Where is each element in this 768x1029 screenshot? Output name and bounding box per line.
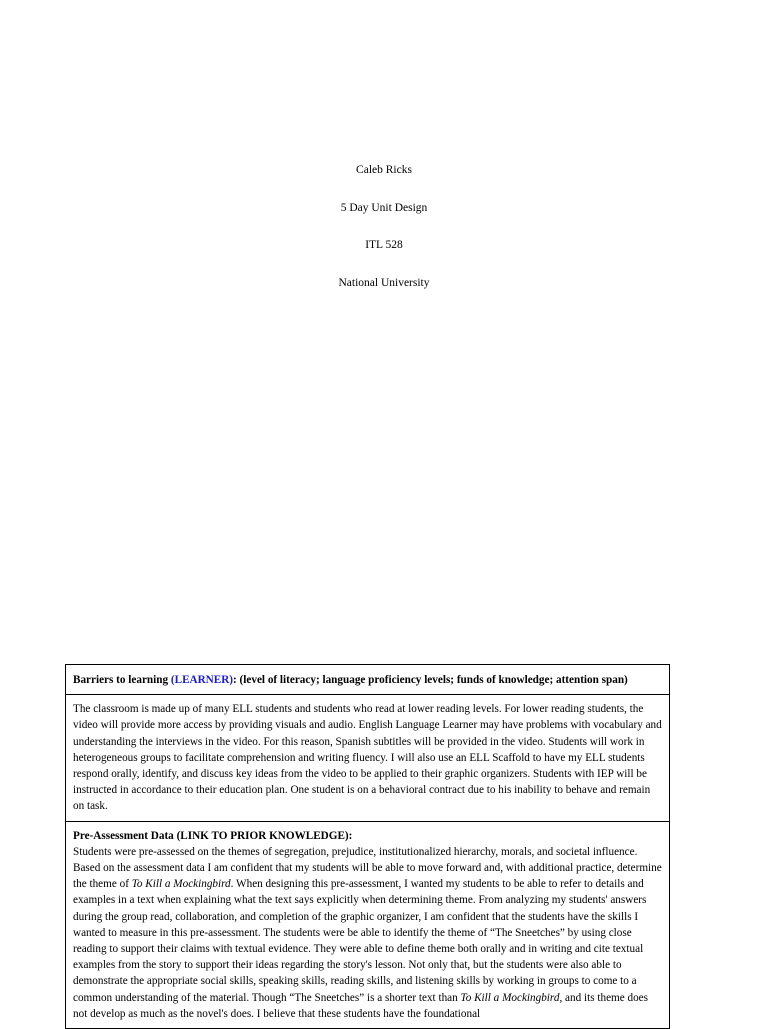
preassessment-text-part-3: and its theme does not develop as much as the novel's does. I believe that these students have the foundational: [73, 991, 649, 1020]
preassessment-text-part-1: Students were pre-assessed on the themes of segregation, prejudice, institutionalized hierarchy, morals, and societal influence. Based on the assessment data I am confident that my students will be able to move forward and, with additional practice, determine the theme of: [73, 845, 662, 891]
barriers-heading-prefix: Barriers to learning: [73, 674, 171, 686]
title-page: [0, 163, 768, 313]
book-title-reference-2: To Kill a Mockingbird,: [460, 991, 563, 1004]
preassessment-text-part-2: . When designing this pre-assessment, I wanted my students to be able to refer to details and examples in a text when explaining what the text says explicitly when determining theme. From analyzing my students' answers during the group read, collaboration, and completion of the graphic organizer, I am confident that the students have the skills I wanted to measure in this pre-assessment. The students were be able to identify the theme of “The Sneetches” by using close reading to support their claims with textual evidence. They were able to define theme both orally and in writing and cite textual examples from the story to support their ideas regarding the story's lesson. Not only that, but the students were also able to demonstrate the appropriate social skills, speaking skills, reading skills, and listening skills by working in groups to come to a common understanding of the material. Though “The Sneetches” is a shorter text than: [73, 878, 647, 1004]
barriers-body-cell: [66, 695, 669, 821]
learner-label: (LEARNER): [170, 674, 234, 686]
institution-name: National University: [338, 276, 430, 289]
course-code: ITL 528: [365, 239, 403, 251]
barriers-heading-cell: [66, 665, 669, 695]
barriers-body-text: The classroom is made up of many ELL students and students who read at lower reading levels. For lower reading students, the video will provide more access by providing visuals and audio. English Language Learner may have problems with vocabulary and understanding the interviews in the video. For this reason, Spanish subtitles will be provided in the video. Students will work in heterogeneous groups to facilitate comprehension and writing fluency. I will also use an ELL Scaffold to have my ELL students respond orally, identify, and discuss key ideas from the video to be applied to their graphic organizers. Students with IEP will be instructed in accordance to their education plan. One student is on a behavioral contract due to his inability to behave and remain on task.: [73, 703, 662, 813]
preassessment-body: [73, 844, 662, 1022]
barriers-heading-suffix: : (level of literacy; language proficiency levels; funds of knowledge; attention span): [233, 674, 628, 686]
document-title: 5 Day Unit Design: [340, 201, 428, 214]
unit-design-table: [65, 664, 670, 1029]
preassessment-heading: Pre-Assessment Data (LINK TO PRIOR KNOWLEDGE):: [73, 829, 353, 842]
author-name: Caleb Ricks: [356, 164, 412, 176]
book-title-reference-1: To Kill a Mockingbird: [131, 878, 231, 891]
preassessment-cell: [66, 822, 669, 1028]
